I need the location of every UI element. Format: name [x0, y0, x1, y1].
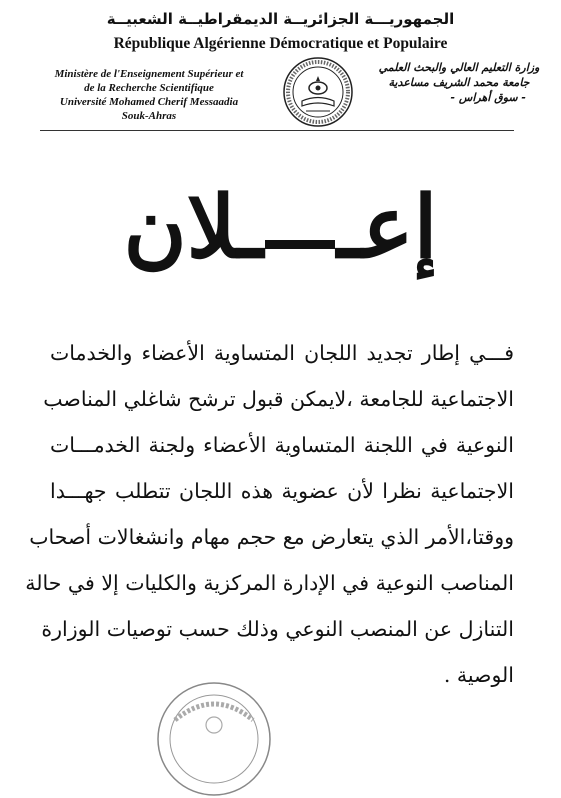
ministry-ar-line: - سوق أهراس - — [450, 91, 526, 104]
ministry-fr-line: Souk-Ahras — [121, 110, 177, 122]
body-line: فـــي إطار تجديد اللجان المتساوية الأعضاء والخدمات — [50, 341, 514, 365]
body-line: النوعية في اللجنة المتساوية الأعضاء ولجنة الخدمـــات — [50, 433, 514, 457]
ministry-ar-line: جامعة محمد الشريف مساعدية — [388, 76, 530, 89]
header-ministry-fr — [30, 67, 268, 123]
university-logo — [282, 56, 354, 128]
title-kashida — [265, 240, 335, 249]
body-line: ووقتا،الأمر الذي يتعارض مع حجم مهام وانشغالات أصحاب — [29, 525, 514, 549]
header-divider — [40, 130, 514, 131]
body-line: التنازل عن المنصب النوعي وذلك حسب توصيات الوزارة — [41, 617, 514, 641]
official-stamp — [155, 680, 273, 798]
header-country-ar: الجمهوريـــة الجزائريــة الديمقراطيــة الشعبيــة — [106, 10, 455, 28]
ministry-fr-line: de la Recherche Scientifique — [84, 82, 214, 94]
body-line: المناصب النوعية في الإدارة المركزية والكليات إلا في حالة — [25, 571, 514, 595]
body-line: الاجتماعية نظرا لأن عضوية هذه اللجان تتطلب جهـــدا — [50, 479, 514, 503]
ministry-fr-line: Ministère de l'Enseignement Supérieur et — [54, 68, 244, 80]
body-line: الوصية . — [443, 663, 514, 687]
announcement-title-start: إعـ — [337, 177, 438, 278]
ministry-ar-line: وزارة التعليم العالي والبحث العلمي — [378, 61, 540, 74]
announcement-body — [25, 330, 514, 698]
header-country-fr: République Algérienne Démocratique et Populaire — [113, 35, 448, 52]
announcement-title-end: ـلان — [123, 177, 264, 278]
announcement-title — [0, 178, 561, 278]
header-ministry-ar — [370, 60, 548, 105]
body-line: الاجتماعية للجامعة ،لايمكن قبول ترشح شاغلي المناصب — [43, 387, 514, 411]
ministry-fr-line: Université Mohamed Cherif Messaadia — [59, 96, 239, 108]
